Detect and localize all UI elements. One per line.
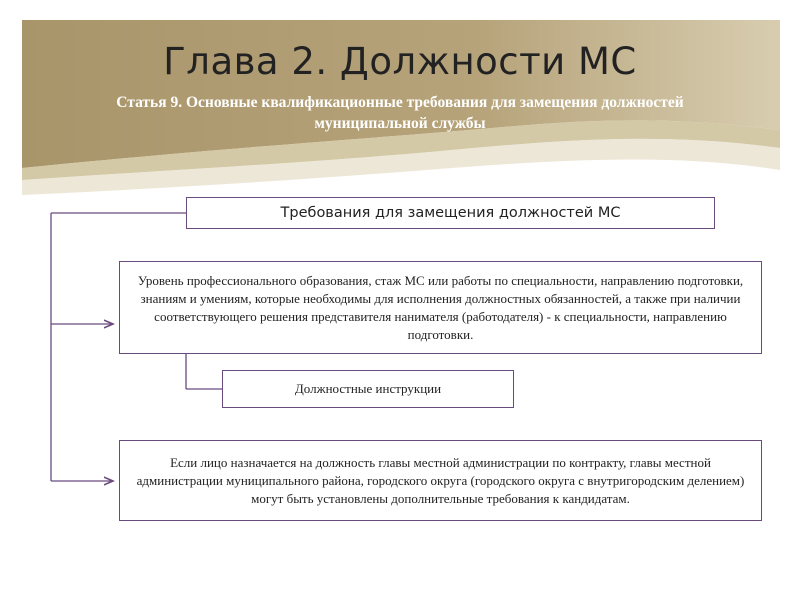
slide-title: Глава 2. Должности МС [163, 40, 637, 83]
requirements-box: Требования для замещения должностей МС [186, 197, 715, 229]
education-experience-box [119, 261, 762, 354]
education-experience-text: Уровень профессионального образования, стаж МС или работы по специальности, направлению подготовки, знаниям и умениям, которые необходимы для исполнения должностных обязанностей, а также при наличии соответствующего решения представителя нанимателя (работодателя) - к специальности, направлению подготовки. [137, 272, 744, 342]
head-of-administration-box [119, 440, 762, 521]
job-instructions-box: Должностные инструкции [222, 370, 514, 408]
head-of-administration-text: Если лицо назначается на должность главы местной администрации по контракту, главы местной администрации муниципального района, городского округа (городского округа с внутригородским делением) могут быть установлены дополнительные требования к кандидатам. [136, 454, 745, 506]
slide-subtitle: Статья 9. Основные квалификационные требования для замещения должностей муниципальной службы [116, 94, 684, 132]
